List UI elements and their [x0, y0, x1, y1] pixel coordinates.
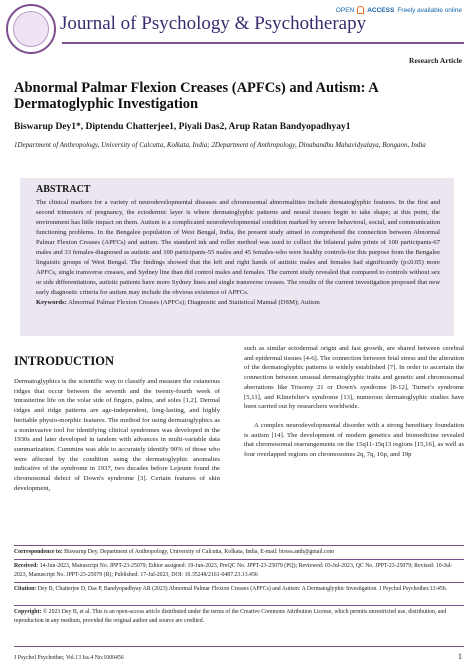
abstract-text: [36, 198, 440, 298]
footer-rule: [14, 582, 464, 583]
footer-rule: [14, 605, 464, 606]
header-rule: [62, 42, 464, 44]
open-lock-icon: [357, 6, 364, 14]
correspondence-text: Biswarup Dey, Department of Anthropology, University of Calcutta, Kolkata, India, E-mail: biswa.anth@gmail.com: [64, 549, 335, 555]
author-list: Biswarup Dey1*, Diptendu Chatterjee1, Piyali Das2, Arup Ratan Bandyopadhyay1: [14, 122, 351, 132]
access-label: ACCESS: [367, 6, 395, 14]
body-column-right: [244, 344, 464, 469]
journal-title: Journal of Psychology & Psychotherapy: [60, 13, 367, 34]
citation-label: Citation:: [14, 586, 37, 592]
affiliations: 1Department of Anthropology, University of Calcutta, Kolkata, India; 2Department of Anthropology, Dinabandhu Mahavidyalaya, Bongaon, India: [14, 141, 426, 149]
logo-emblem: [13, 11, 49, 47]
citation-text: Dey B, Chatterjee D, Das P, Bandyopadhyay AR (2023) Abnormal Palmar Flexion Creases (APFCs) and Autism: A Dermatoglyphic Investigation. J Psychol Psychother.13:456.: [37, 586, 448, 592]
keywords-label: Keywords:: [36, 299, 67, 306]
article-type: Research Article: [409, 56, 462, 65]
copyright-text: © 2023 Dey B, et al. This is an open-access article distributed under the terms of the Creative Commons Attribution License, which permits unrestricted use, distribution, and reproduction in any medium, provided the original author and source are credited.: [14, 609, 447, 624]
open-access-badge: [336, 6, 462, 14]
open-label: OPEN: [335, 6, 355, 14]
journal-reference: J Psychol Psychother, Vol.13 Iss.4 No:1000456: [14, 655, 124, 661]
abstract-body: The clinical markers for a variety of neurodevelopmental diseases and chromosomal abnormalities include dermatoglyphic features. In the first and second trimesters of pregnancy, the ectodermic layer is where dermatoglyphic patterns and neural tissues begin to take shape; at this point, the environment has little impact on them. Autism is a complicated neurodevelopmental condition marked by severe behavioral, social, and communication functioning problems. In the Bengalee population of West Bengal, India, the present study aimed to comprehend the connection between Abnormal Palmar Flexion Creases (APFCs) and autism. The standard ink and roller method was used to collect the bilateral palm prints of 100 participants-67 males and 33 females-diagnosed as autistic and 100 participants-55 males and 45 females-who were healthy controls-for this purpose from the Bengalee linguistic groups of West Bengal. The findings showed that the left and right hands of autistic males and females had significantly (p≤0.05) more APFCs, single transverse creases, and Sydney line than did control males and females. The current study revealed that compared to controls without sex or side differentiations, autistic patients have more Sydney lines and single transverse creases. The results of the current investigation proposed that new early diagnostic criteria for autism may include the obvious existence of APFCs.: [36, 199, 440, 296]
abstract-heading: ABSTRACT: [36, 184, 91, 195]
paragraph: A complex neurodevelopmental disorder with a strong hereditary foundation is autism [14]. The development of modern genetics and biomedicine revealed that chromosomal rearrangements on the 15q11-15q13 regions [15,16], as well as four overlapped regions on chromosomes 2q, 7q, 16p, and 19p: [244, 421, 464, 459]
freely-available-label: Freely available online: [397, 6, 462, 14]
received-dates: [14, 562, 464, 579]
copyright-label: Copyright:: [14, 609, 42, 615]
copyright: [14, 608, 464, 625]
introduction-heading: INTRODUCTION: [14, 354, 115, 368]
footer-rule: [14, 545, 464, 546]
journal-logo: [6, 4, 56, 54]
footer-rule: [14, 646, 464, 647]
received-text: 14-Jun-2023, Manuscript No. JPPT-23-25079; Editor assigned: 19-Jun-2023, PreQC No. JPPT-23-25079 (PQ); Reviewed: 03-Jul-2023, QC No. JPPT-23-25079; Revised: 10-Jul-2023, Manuscript No. JPPT-23-25079 (R); Published: 17-Jul-2023, DOI: 10.35248/2161-0487.23.13.456: [14, 563, 453, 578]
correspondence: [14, 548, 464, 557]
body-column-left: Dermatoglyphics is the scientific way to classify and measure the cutaneous ridges that occur between the seventh and the twenty-fourth week of intrauterine life on the volar side of fingers, palms, and soles [1,2]. Dermal ridges and ridge patterns are age-independent, long-lasting, and highly heritable physio-morphic features. The method for using dermatoglyphics as a noninvasive tool for identifying clinical syndromes was developed in the 1930s and later developed in tandem with advances in multi-variable data summarization. Cummins was able to accurately identify 90% of those who were affected by the condition using the dermatoglyphic anomalies indicative of the syndrome in 1937, two decades before Lejeune found the chromosomal defect of Down's syndrome [3]. Certain features of skin development,: [14, 378, 220, 492]
keywords: [36, 298, 440, 308]
citation: [14, 585, 464, 594]
article-title: Abnormal Palmar Flexion Creases (APFCs) and Autism: A Dermatoglyphic Investigation: [14, 80, 378, 112]
keywords-text: Abnormal Palmar Flexion Creases (APFCs); Diagnostic and Statistical Manual (DSM); Autism: [68, 299, 320, 306]
correspondence-label: Correspondence to:: [14, 549, 63, 555]
page-number: 1: [458, 652, 462, 661]
footer-rule: [14, 559, 464, 560]
received-label: Received:: [14, 563, 39, 569]
paragraph: such as similar ectodermal origin and fast growth, are shared between cerebral and epidermal tissues [4-6]. The connection between fetal stress and the alteration of the dermatoglyphic patterns is widely established [7]. In order to ascertain the connection between unusual dermatoglyphic traits and genetic and chromosomal aberrations like Trisomy 21 or Down's syndrome [8-12], Turner's syndrome [5,11], and Klinefelter's syndrome [13], numerous dermatoglyphic studies have been carried out by researchers worldwide.: [244, 345, 464, 411]
abstract-box: [20, 178, 454, 336]
